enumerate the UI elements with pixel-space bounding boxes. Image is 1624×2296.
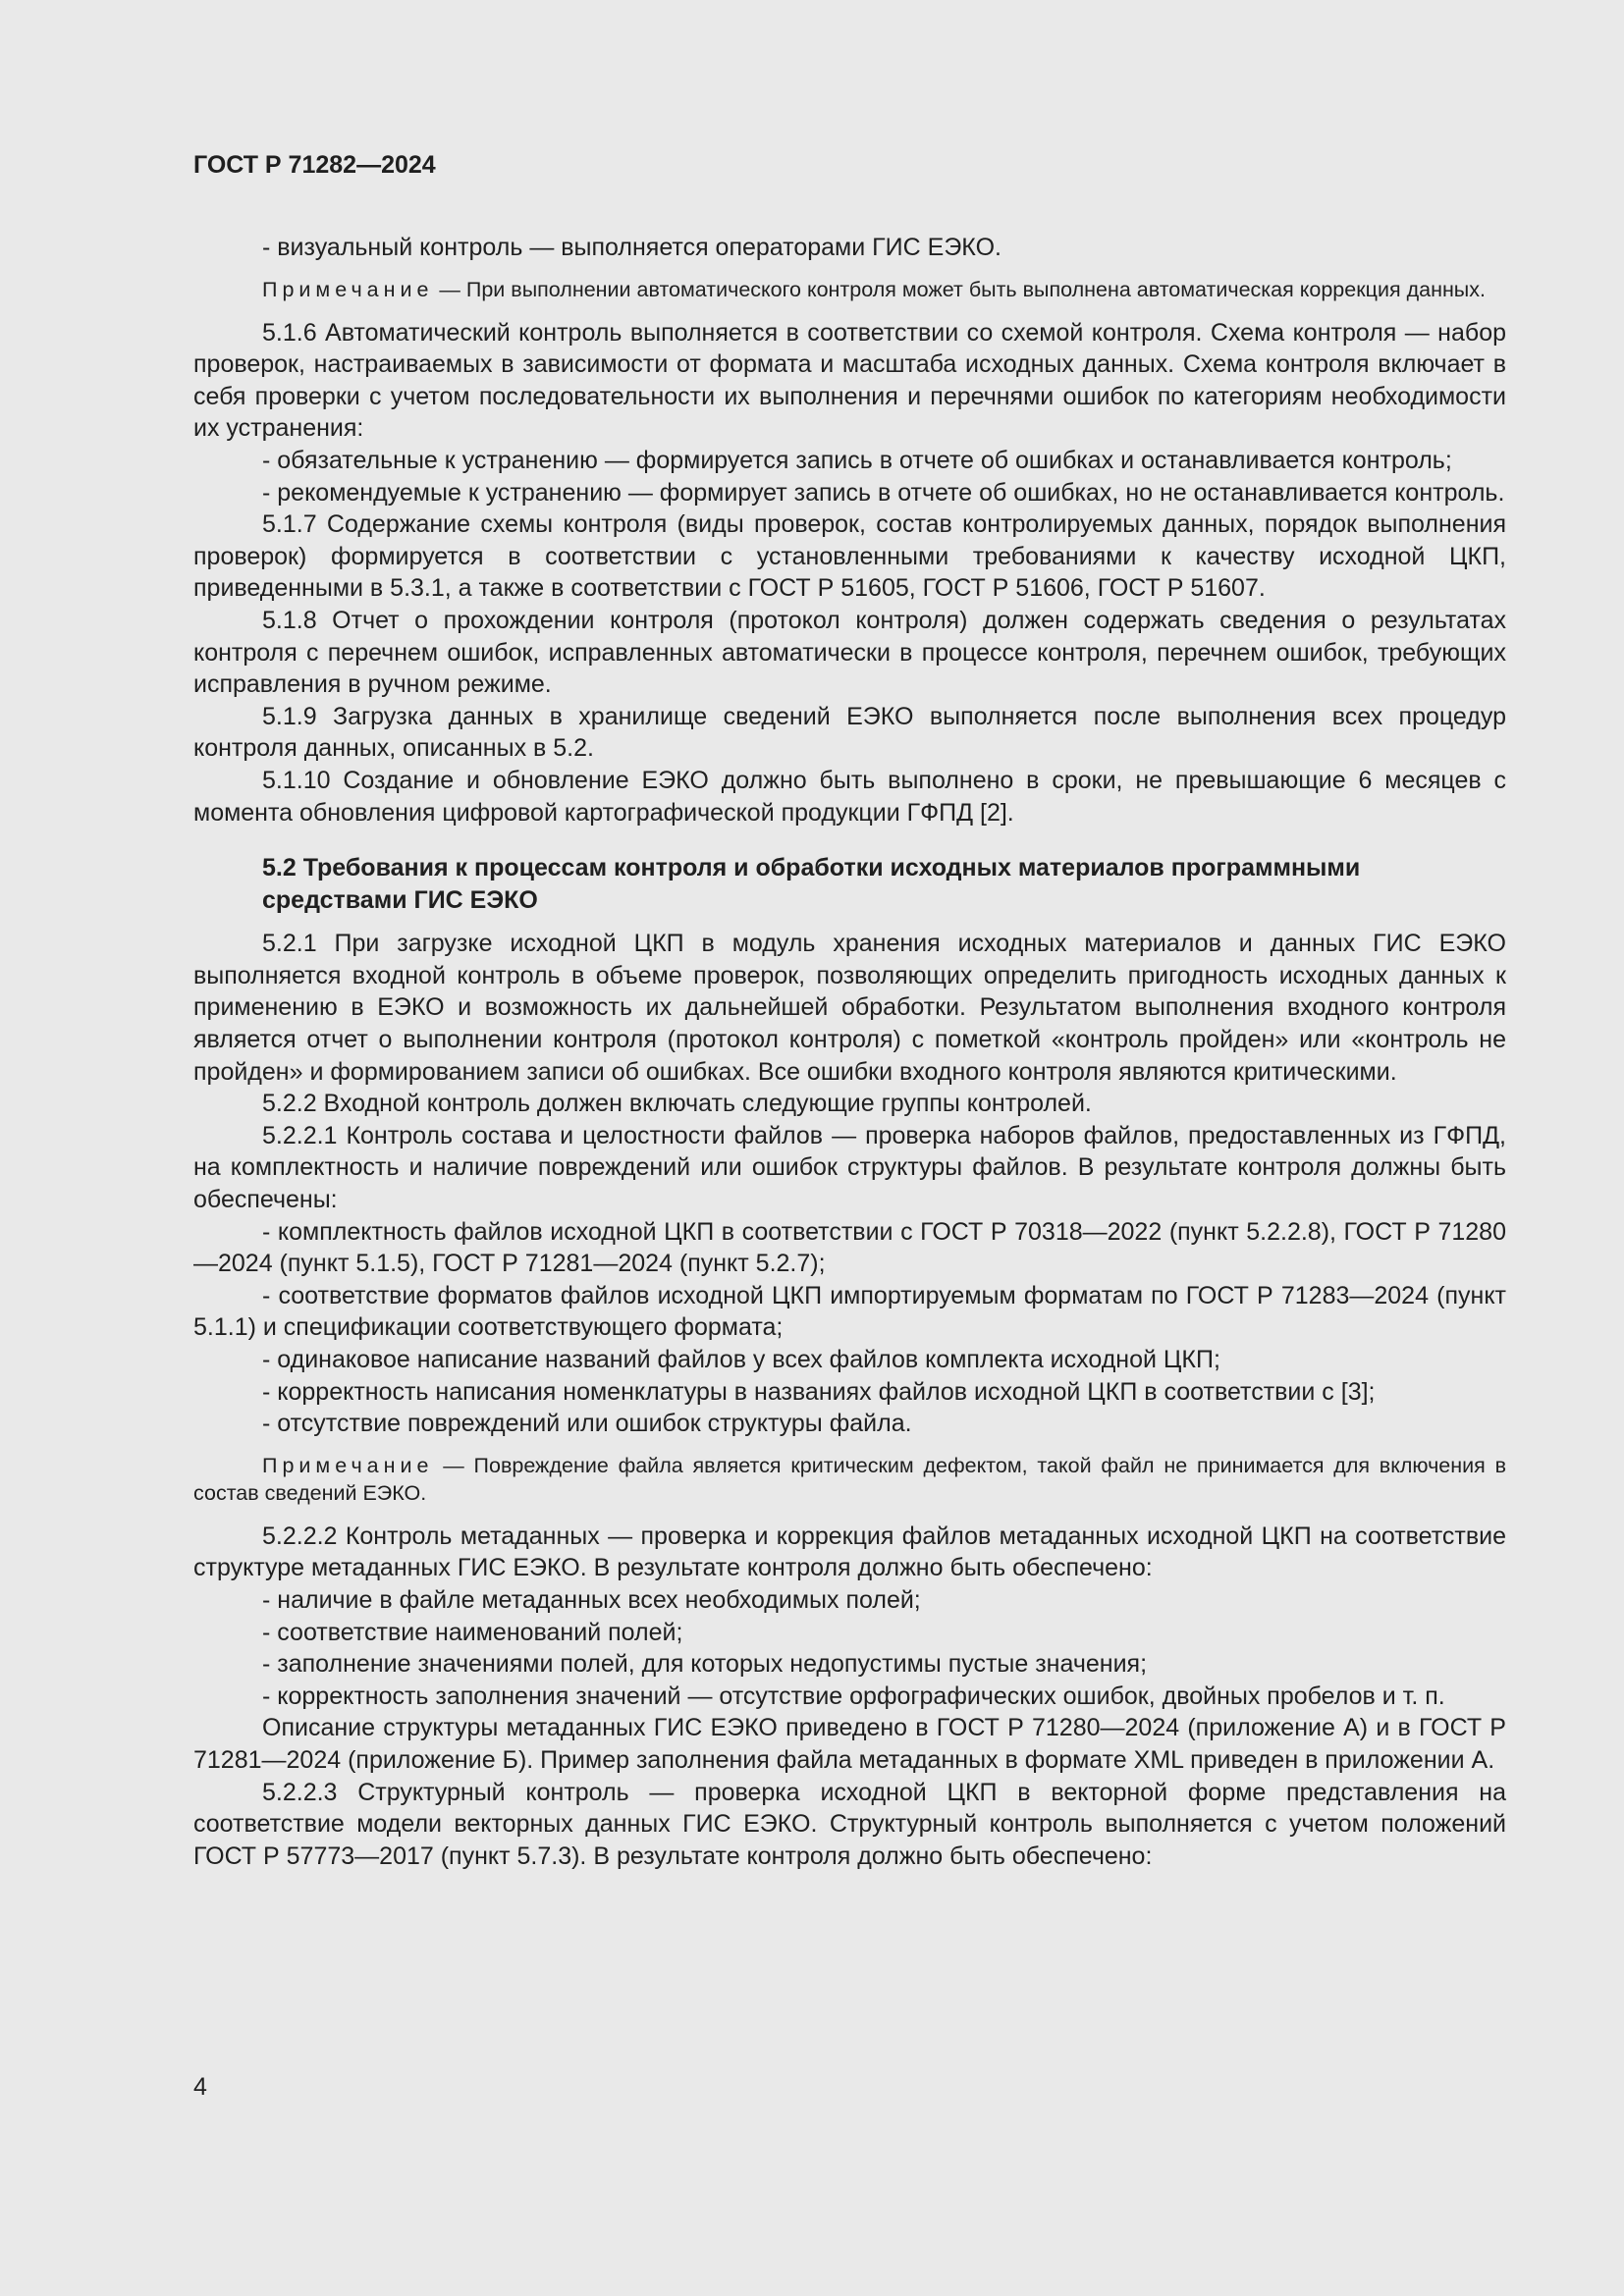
list-item: - обязательные к устранению — формируется запись в отчете об ошибках и останавливается контроль; bbox=[262, 446, 1452, 474]
page-number: 4 bbox=[193, 2073, 207, 2101]
list-item: - соответствие наименований полей; bbox=[262, 1618, 683, 1646]
paragraph-5-1-10: 5.1.10 Создание и обновление ЕЭКО должно быть выполнено в сроки, не превышающие 6 месяцев с момента обновления цифровой картографической продукции ГФПД [2]. bbox=[193, 766, 1506, 827]
list-item: - корректность заполнения значений — отсутствие орфографических ошибок, двойных пробелов и т. п. bbox=[262, 1682, 1445, 1710]
paragraph-5-2-1: 5.2.1 При загрузке исходной ЦКП в модуль хранения исходных материалов и данных ГИС ЕЭКО выполняется входной контроль в объеме проверок, позволяющих определить пригодность исходных данных к применению в ЕЭКО и возможность их дальнейшей обработки. Результатом выполнения входного контроля является отчет о выполнении контроля (протокол контроля) с пометкой «контроль пройден» или «контроль не пройден» и формированием записи об ошибках. Все ошибки входного контроля являются критическими. bbox=[193, 930, 1506, 1086]
list-item: - одинаковое написание названий файлов у всех файлов комплекта исходной ЦКП; bbox=[262, 1346, 1220, 1373]
paragraph-5-2-2-2: 5.2.2.2 Контроль метаданных — проверка и коррекция файлов метаданных исходной ЦКП на соответствие структуре метаданных ГИС ЕЭКО. В результате контроля должно быть обеспечено: bbox=[193, 1522, 1506, 1582]
list-item: - соответствие форматов файлов исходной ЦКП импортируемым форматам по ГОСТ Р 71283—2024 (пункт 5.1.1) и спецификации соответствующего формата; bbox=[193, 1281, 1506, 1342]
section-heading: 5.2 Требования к процессам контроля и обработки исходных материалов программными средствами ГИС ЕЭКО bbox=[262, 854, 1361, 914]
list-item: - комплектность файлов исходной ЦКП в соответствии с ГОСТ Р 70318—2022 (пункт 5.2.2.8), ГОСТ Р 71280—2024 (пункт 5.1.5), ГОСТ Р 71281—2024 (пункт 5.2.7); bbox=[193, 1217, 1506, 1278]
note-label: Примечание bbox=[262, 277, 434, 301]
paragraph-5-1-9: 5.1.9 Загрузка данных в хранилище сведений ЕЭКО выполняется после выполнения всех процедур контроля данных, описанных в 5.2. bbox=[193, 702, 1506, 763]
list-item: - визуальный контроль — выполняется операторами ГИС ЕЭКО. bbox=[262, 234, 1001, 261]
note-label: Примечание bbox=[262, 1453, 434, 1477]
paragraph-5-2-2-3: 5.2.2.3 Структурный контроль — проверка исходной ЦКП в векторной форме представления на соответствие модели векторных данных ГИС ЕЭКО. Структурный контроль выполняется с учетом положений ГОСТ Р 57773—2017 (пункт 5.7.3). В результате контроля должно быть обеспечено: bbox=[193, 1778, 1506, 1870]
paragraph-metadata-description: Описание структуры метаданных ГИС ЕЭКО приведено в ГОСТ Р 71280—2024 (приложение А) и в ГОСТ Р 71281—2024 (приложение Б). Пример заполнения файла метаданных в формате XML приведен в приложении А. bbox=[193, 1714, 1506, 1774]
document-code-header: ГОСТ Р 71282—2024 bbox=[193, 151, 436, 179]
paragraph-5-1-7: 5.1.7 Содержание схемы контроля (виды проверок, состав контролируемых данных, порядок выполнения проверок) формируется в соответствии с установленными требованиями к качеству исходной ЦКП, приведенными в 5.3.1, а также в соответствии с ГОСТ Р 51605, ГОСТ Р 51606, ГОСТ Р 51607. bbox=[193, 510, 1506, 603]
note-text: — Повреждение файла является критическим дефектом, такой файл не принимается для включения в состав сведений ЕЭКО. bbox=[193, 1453, 1506, 1505]
list-item: - рекомендуемые к устранению — формирует запись в отчете об ошибках, но не останавливается контроль. bbox=[262, 478, 1505, 507]
note bbox=[193, 1452, 1506, 1507]
document-body bbox=[193, 232, 1506, 1872]
paragraph-5-2-2: 5.2.2 Входной контроль должен включать следующие группы контролей. bbox=[262, 1090, 1092, 1118]
list-item: - наличие в файле метаданных всех необходимых полей; bbox=[262, 1585, 921, 1614]
list-item: - отсутствие повреждений или ошибок структуры файла. bbox=[262, 1410, 912, 1438]
note-text: — При выполнении автоматического контроля может быть выполнена автоматическая коррекция данных. bbox=[433, 277, 1486, 301]
note bbox=[193, 276, 1506, 303]
paragraph-5-1-8: 5.1.8 Отчет о прохождении контроля (протокол контроля) должен содержать сведения о результатах контроля с перечнем ошибок, исправленных автоматически в процессе контроля, перечнем ошибок, требующих исправления в ручном режиме. bbox=[193, 606, 1506, 699]
paragraph-5-1-6: 5.1.6 Автоматический контроль выполняется в соответствии со схемой контроля. Схема контроля — набор проверок, настраиваемых в зависимости от формата и масштаба исходных данных. Схема контроля включает в себя проверки с учетом последовательности их выполнения и перечнями ошибок по категориям необходимости их устранения: bbox=[193, 318, 1506, 443]
list-item: - заполнение значениями полей, для которых недопустимы пустые значения; bbox=[262, 1650, 1148, 1679]
list-item: - корректность написания номенклатуры в названиях файлов исходной ЦКП в соответствии с [3]; bbox=[262, 1377, 1376, 1406]
paragraph-5-2-2-1: 5.2.2.1 Контроль состава и целостности файлов — проверка наборов файлов, предоставленных из ГФПД, на комплектность и наличие повреждений или ошибок структуры файлов. В результате контроля должны быть обеспечены: bbox=[193, 1121, 1506, 1214]
